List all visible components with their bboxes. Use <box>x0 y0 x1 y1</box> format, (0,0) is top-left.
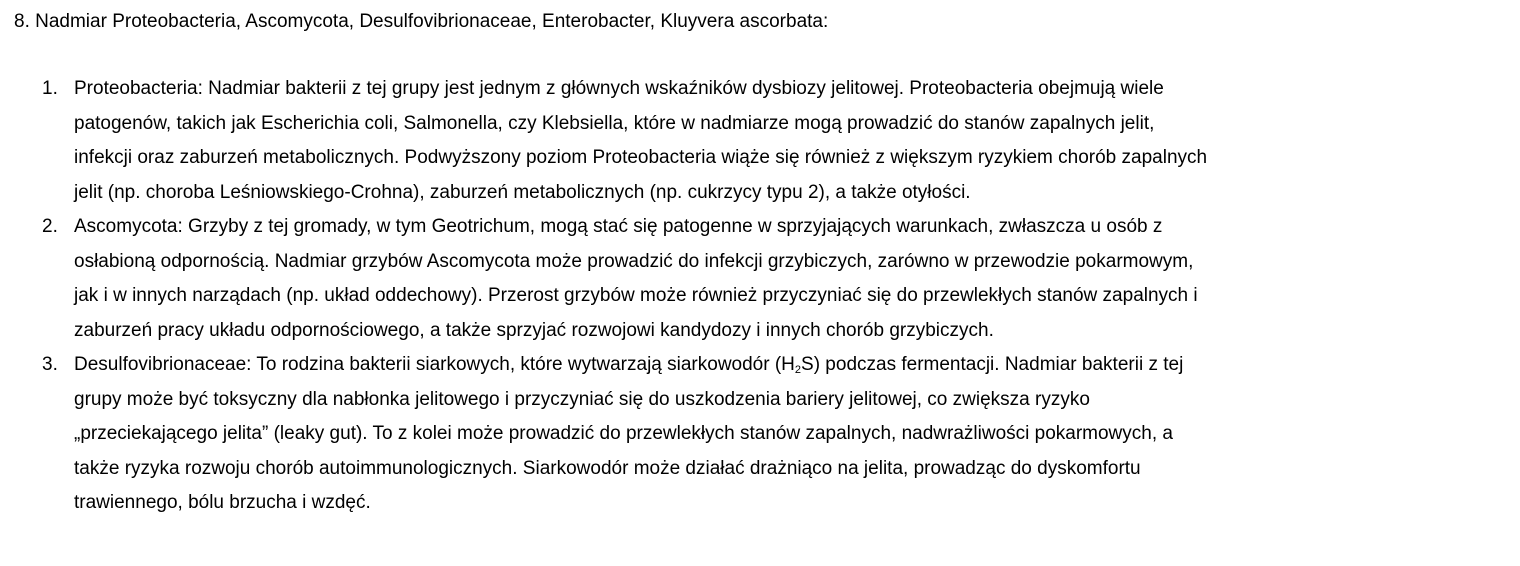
list-item-number: 1. <box>42 78 58 99</box>
line-text-after-subscript: S) podczas fermentacji. Nadmiar bakterii z tej <box>801 354 1184 375</box>
list-item-line: infekcji oraz zaburzeń metabolicznych. Podwyższony poziom Proteobacteria wiąże się również z większym ryzykiem chorób zapalnych <box>74 147 1208 168</box>
list-item-line: także ryzyka rozwoju chorób autoimmunologicznych. Siarkowodór może działać drażniąco na jelita, prowadząc do dyskomfortu <box>74 457 1141 479</box>
list-item-line <box>74 348 1504 383</box>
subscript-digit: 2 <box>794 364 802 376</box>
list-item-number: 2. <box>42 216 58 237</box>
numbered-list <box>14 72 1520 521</box>
list-item-line: grupy może być toksyczny dla nabłonka jelitowego i przyczyniać się do uszkodzenia bariery jelitowej, co zwiększa ryzyko <box>74 388 1090 410</box>
section-heading: 8. Nadmiar Proteobacteria, Ascomycota, Desulfovibrionaceae, Enterobacter, Kluyvera ascorbata: <box>14 11 829 32</box>
list-item <box>14 72 1504 210</box>
list-item-line: osłabioną odpornością. Nadmiar grzybów Ascomycota może prowadzić do infekcji grzybiczych, zarówno w przewodzie pokarmowym, <box>74 250 1194 272</box>
list-item-line: jak i w innych narządach (np. układ oddechowy). Przerost grzybów może również przyczyniać się do przewlekłych stanów zapalnych i <box>74 285 1198 306</box>
list-item-line: jelit (np. choroba Leśniowskiego-Crohna), zaburzeń metabolicznych (np. cukrzycy typu 2), a także otyłości. <box>74 181 971 203</box>
line-text-before-subscript: Desulfovibrionaceae: To rodzina bakterii siarkowych, które wytwarzają siarkowodór (H <box>74 354 795 375</box>
list-item-line: trawiennego, bólu brzucha i wzdęć. <box>74 492 371 513</box>
list-item <box>14 210 1504 348</box>
list-item-line: Ascomycota: Grzyby z tej gromady, w tym Geotrichum, mogą stać się patogenne w sprzyjających warunkach, zwłaszcza u osób z <box>74 216 1163 237</box>
list-item <box>14 348 1504 521</box>
list-item-line: zaburzeń pracy układu odpornościowego, a także sprzyjać rozwojowi kandydozy i innych chorób grzybiczych. <box>74 319 994 341</box>
list-item-line: Proteobacteria: Nadmiar bakterii z tej grupy jest jednym z głównych wskaźników dysbiozy jelitowej. Proteobacteria obejmują wiele <box>74 78 1164 99</box>
list-item-line: patogenów, takich jak Escherichia coli, Salmonella, czy Klebsiella, które w nadmiarze mogą prowadzić do stanów zapalnych jelit, <box>74 112 1155 134</box>
list-item-number: 3. <box>42 354 58 375</box>
list-item-line: „przeciekającego jelita” (leaky gut). To z kolei może prowadzić do przewlekłych stanów zapalnych, nadwrażliwości pokarmowych, a <box>74 423 1173 444</box>
